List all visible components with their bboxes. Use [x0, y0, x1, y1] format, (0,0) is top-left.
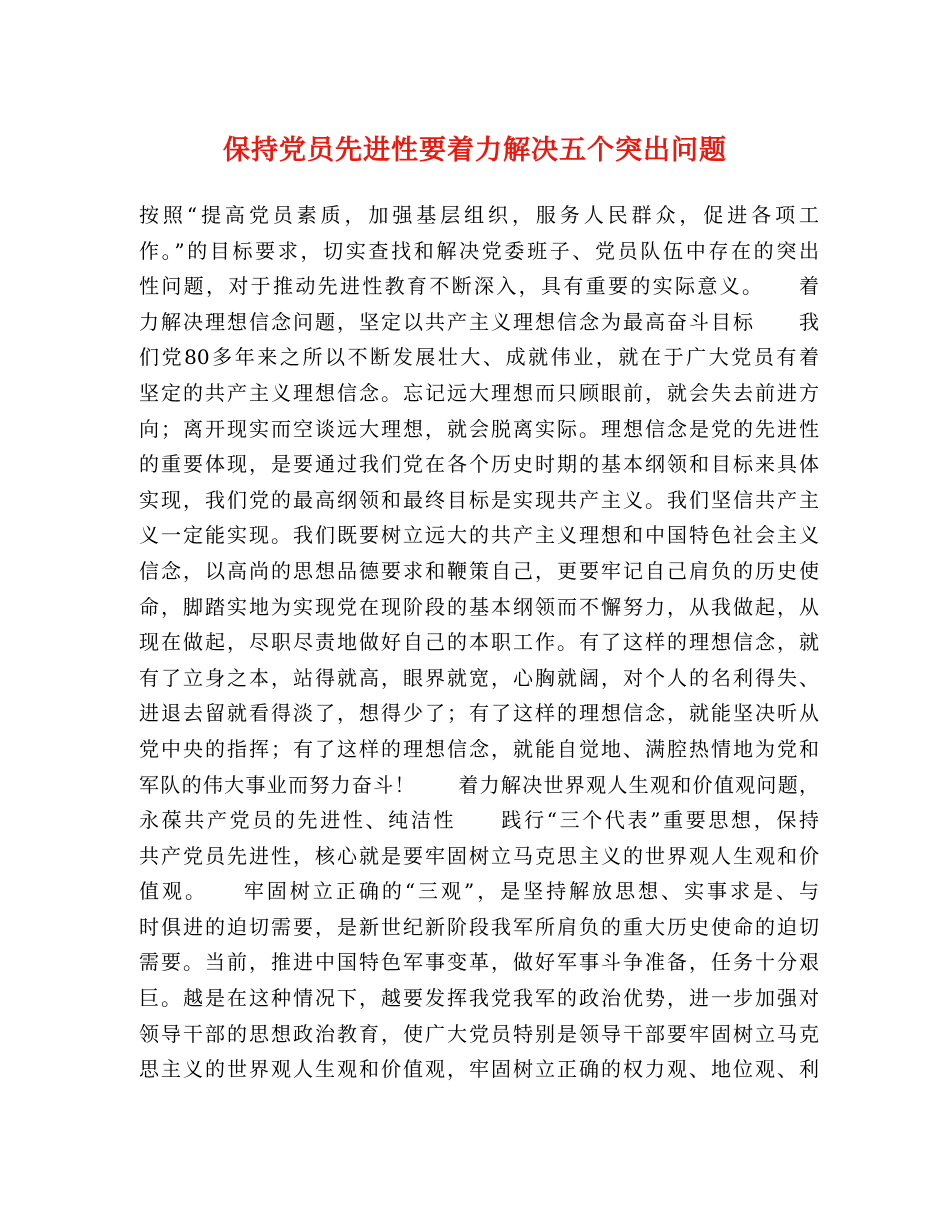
body-line: 永葆共产党员的先进性、纯洁性 践行“三个代表”重要思想，保持 — [139, 808, 819, 833]
body-line: 按照“提高党员素质，加强基层组织，服务人民群众，促进各项工 — [139, 203, 819, 227]
document-title: 保持党员先进性要着力解决五个突出问题 — [223, 135, 727, 166]
body-line: 时俱进的迫切需要，是新世纪新阶段我军所肩负的重大历史使命的迫切 — [139, 914, 819, 939]
body-line: 命，脚踏实地为实现党在现阶段的基本纲领而不懈努力，从我做起，从 — [139, 594, 819, 619]
body-line: 军队的伟大事业而努力奋斗！ 着力解决世界观人生观和价值观问题， — [139, 772, 819, 797]
body-line: 巨。越是在这种情况下，越要发挥我党我军的政治优势，进一步加强对 — [139, 986, 819, 1011]
body-line: 们党80多年来之所以不断发展壮大、成就伟业，就在于广大党员有着 — [139, 345, 819, 370]
body-line: 值观。 牢固树立正确的“三观”，是坚持解放思想、实事求是、与 — [139, 879, 819, 904]
body-line: 思主义的世界观人生观和价值观，牢固树立正确的权力观、地位观、利 — [139, 1057, 819, 1082]
body-line: 的重要体现，是要通过我们党在各个历史时期的基本纲领和目标来具体 — [139, 452, 819, 477]
document-body — [139, 198, 819, 1088]
body-line: 作。”的目标要求，切实查找和解决党委班子、党员队伍中存在的突出 — [139, 238, 819, 263]
body-line: 义一定能实现。我们既要树立远大的共产主义理想和中国特色社会主义 — [139, 523, 819, 548]
body-line: 进退去留就看得淡了，想得少了；有了这样的理想信念，就能坚决听从 — [139, 701, 819, 726]
body-line: 性问题，对于推动先进性教育不断深入，具有重要的实际意义。 着 — [139, 274, 819, 299]
body-line: 共产党员先进性，核心就是要牢固树立马克思主义的世界观人生观和价 — [139, 843, 819, 868]
body-line: 力解决理想信念问题，坚定以共产主义理想信念为最高奋斗目标 我 — [139, 309, 819, 334]
body-line: 坚定的共产主义理想信念。忘记远大理想而只顾眼前，就会失去前进方 — [139, 380, 819, 405]
body-line: 信念，以高尚的思想品德要求和鞭策自己，更要牢记自己肩负的历史使 — [139, 558, 819, 583]
body-line: 领导干部的思想政治教育，使广大党员特别是领导干部要牢固树立马克 — [139, 1021, 819, 1046]
body-line: 现在做起，尽职尽责地做好自己的本职工作。有了这样的理想信念，就 — [139, 630, 819, 655]
body-line: 实现，我们党的最高纲领和最终目标是实现共产主义。我们坚信共产主 — [139, 487, 819, 512]
body-line: 党中央的指挥；有了这样的理想信念，就能自觉地、满腔热情地为党和 — [139, 736, 819, 761]
body-line: 向；离开现实而空谈远大理想，就会脱离实际。理想信念是党的先进性 — [139, 416, 819, 441]
body-line: 有了立身之本，站得就高，眼界就宽，心胸就阔，对个人的名利得失、 — [139, 665, 819, 690]
body-line: 需要。当前，推进中国特色军事变革，做好军事斗争准备，任务十分艰 — [139, 950, 819, 975]
